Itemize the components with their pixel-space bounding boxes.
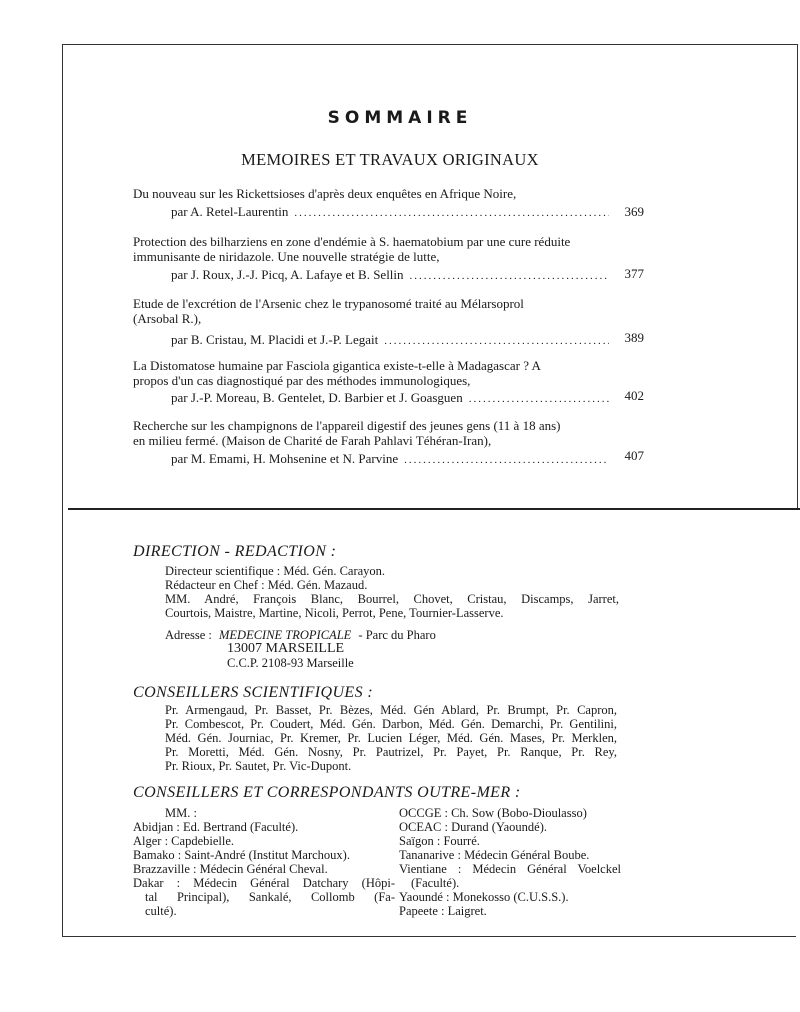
address-line	[165, 628, 619, 642]
article-authors: par A. Retel-Laurentin	[171, 204, 289, 219]
list-item: culté).	[145, 904, 177, 918]
committee-line: MM. André, François Blanc, Bourrel, Chovet, Cristau, Discamps, Jarret,	[165, 592, 619, 606]
list-item: Tananarive : Médecin Général Boube.	[399, 848, 590, 862]
article-page-number: 389	[624, 330, 644, 345]
leader-dots	[384, 334, 609, 349]
list-item: OCEAC : Durand (Yaoundé).	[399, 820, 548, 834]
scientific-advisors-heading: CONSEILLERS SCIENTIFIQUES :	[133, 684, 374, 701]
article-title-line: Etude de l'excrétion de l'Arsenic chez le trypanosomé traité au Mélarsoprol	[133, 296, 524, 311]
article-title-line: La Distomatose humaine par Fasciola gigantica existe-t-elle à Madagascar ? A	[133, 358, 541, 373]
direction-heading: DIRECTION - REDACTION :	[133, 543, 337, 560]
editor-line: Rédacteur en Chef : Méd. Gén. Mazaud.	[165, 578, 368, 592]
article-title-line: Recherche sur les champignons de l'appareil digestif des jeunes gens (11 à 18 ans)	[133, 418, 561, 433]
list-item: Papeete : Laigret.	[399, 904, 487, 918]
advisors-line: Pr. Combescot, Pr. Coudert, Méd. Gén. Darbon, Méd. Gén. Demarchi, Pr. Gentilini,	[165, 717, 617, 731]
bottom-rule	[62, 936, 796, 937]
article-entry	[133, 418, 615, 468]
committee-line: Courtois, Maistre, Martine, Nicoli, Perrot, Pene, Tournier-Lasserve.	[165, 606, 504, 620]
address-label: Adresse :	[165, 628, 212, 642]
article-byline	[171, 267, 615, 284]
list-item: (Faculté).	[411, 876, 460, 890]
list-item: MM. :	[165, 806, 197, 820]
list-item: Alger : Capdebielle.	[133, 834, 235, 848]
list-item: Yaoundé : Monekosso (C.U.S.S.).	[399, 890, 569, 904]
list-item: Dakar : Médecin Général Datchary (Hôpi-	[133, 876, 395, 890]
advisors-line: Pr. Armengaud, Pr. Basset, Pr. Bèzes, Méd. Gén Ablard, Pr. Brumpt, Pr. Capron,	[165, 703, 617, 717]
article-authors: par J. Roux, J.-J. Picq, A. Lafaye et B. Sellin	[171, 267, 404, 282]
article-page-number: 407	[624, 448, 644, 463]
list-item: Abidjan : Ed. Bertrand (Faculté).	[133, 820, 299, 834]
article-entry	[133, 358, 615, 407]
overseas-heading: CONSEILLERS ET CORRESPONDANTS OUTRE-MER :	[133, 784, 521, 801]
article-title-line: (Arsobal R.),	[133, 311, 202, 326]
article-byline	[171, 204, 615, 221]
overseas-right-column	[399, 806, 621, 918]
article-page-number: 402	[624, 388, 644, 403]
list-item: Saïgon : Fourré.	[399, 834, 480, 848]
list-item: Vientiane : Médecin Général Voelckel	[399, 862, 621, 876]
article-byline	[171, 390, 615, 407]
article-byline	[171, 451, 615, 468]
section-heading: MEMOIRES ET TRAVAUX ORIGINAUX	[241, 150, 539, 169]
advisors-line: Pr. Moretti, Méd. Gén. Nosny, Pr. Pautrizel, Pr. Payet, Pr. Ranque, Pr. Rey,	[165, 745, 617, 759]
leader-dots	[404, 453, 609, 468]
article-page-number: 377	[624, 266, 644, 281]
advisors-line: Pr. Rioux, Pr. Sautet, Pr. Vic-Dupont.	[165, 759, 352, 773]
article-page-number: 369	[624, 204, 644, 219]
list-item: tal Principal), Sankalé, Collomb (Fa-	[145, 890, 395, 904]
leader-dots	[410, 269, 609, 284]
scientific-advisors-list	[165, 703, 617, 773]
article-byline	[171, 332, 615, 349]
article-title-line: Du nouveau sur les Rickettsioses d'après deux enquêtes en Afrique Noire,	[133, 186, 517, 201]
article-title-line: immunisante de niridazole. Une nouvelle stratégie de lutte,	[133, 249, 440, 264]
article-authors: par M. Emami, H. Mohsenine et N. Parvine	[171, 451, 399, 466]
address-city: 13007 MARSEILLE	[227, 641, 345, 656]
article-entry	[133, 234, 615, 284]
advisors-line: Méd. Gén. Journiac, Pr. Kremer, Pr. Lucien Léger, Méd. Gén. Mases, Pr. Merklen,	[165, 731, 617, 745]
sommaire-heading: SOMMAIRE	[327, 108, 473, 128]
article-title-line: en milieu fermé. (Maison de Charité de Farah Pahlavi Téhéran-Iran),	[133, 433, 492, 448]
leader-dots	[469, 392, 609, 407]
director-line: Directeur scientifique : Méd. Gén. Carayon.	[165, 564, 386, 578]
article-entry	[133, 296, 615, 349]
list-item: Brazzaville : Médecin Général Cheval.	[133, 862, 328, 876]
article-authors: par B. Cristau, M. Placidi et J.-P. Legait	[171, 332, 379, 347]
article-title-line: Protection des bilharziens en zone d'endémie à S. haematobium par une cure réduite	[133, 234, 571, 249]
direction-block	[165, 564, 619, 620]
article-entry	[133, 186, 615, 221]
overseas-left-column	[133, 806, 395, 918]
article-title-line: propos d'un cas diagnostiqué par des méthodes immunologiques,	[133, 373, 471, 388]
address-street: - Parc du Pharo	[358, 628, 436, 642]
list-item: Bamako : Saint-André (Institut Marchoux).	[133, 848, 350, 862]
address-ccp: C.C.P. 2108-93 Marseille	[227, 656, 354, 670]
journal-name: MEDECINE TROPICALE	[219, 628, 352, 642]
address-block	[165, 628, 619, 670]
list-item: OCCGE : Ch. Sow (Bobo-Dioulasso)	[399, 806, 587, 820]
article-authors: par J.-P. Moreau, B. Gentelet, D. Barbier et J. Goasguen	[171, 390, 463, 405]
leader-dots	[294, 206, 609, 221]
